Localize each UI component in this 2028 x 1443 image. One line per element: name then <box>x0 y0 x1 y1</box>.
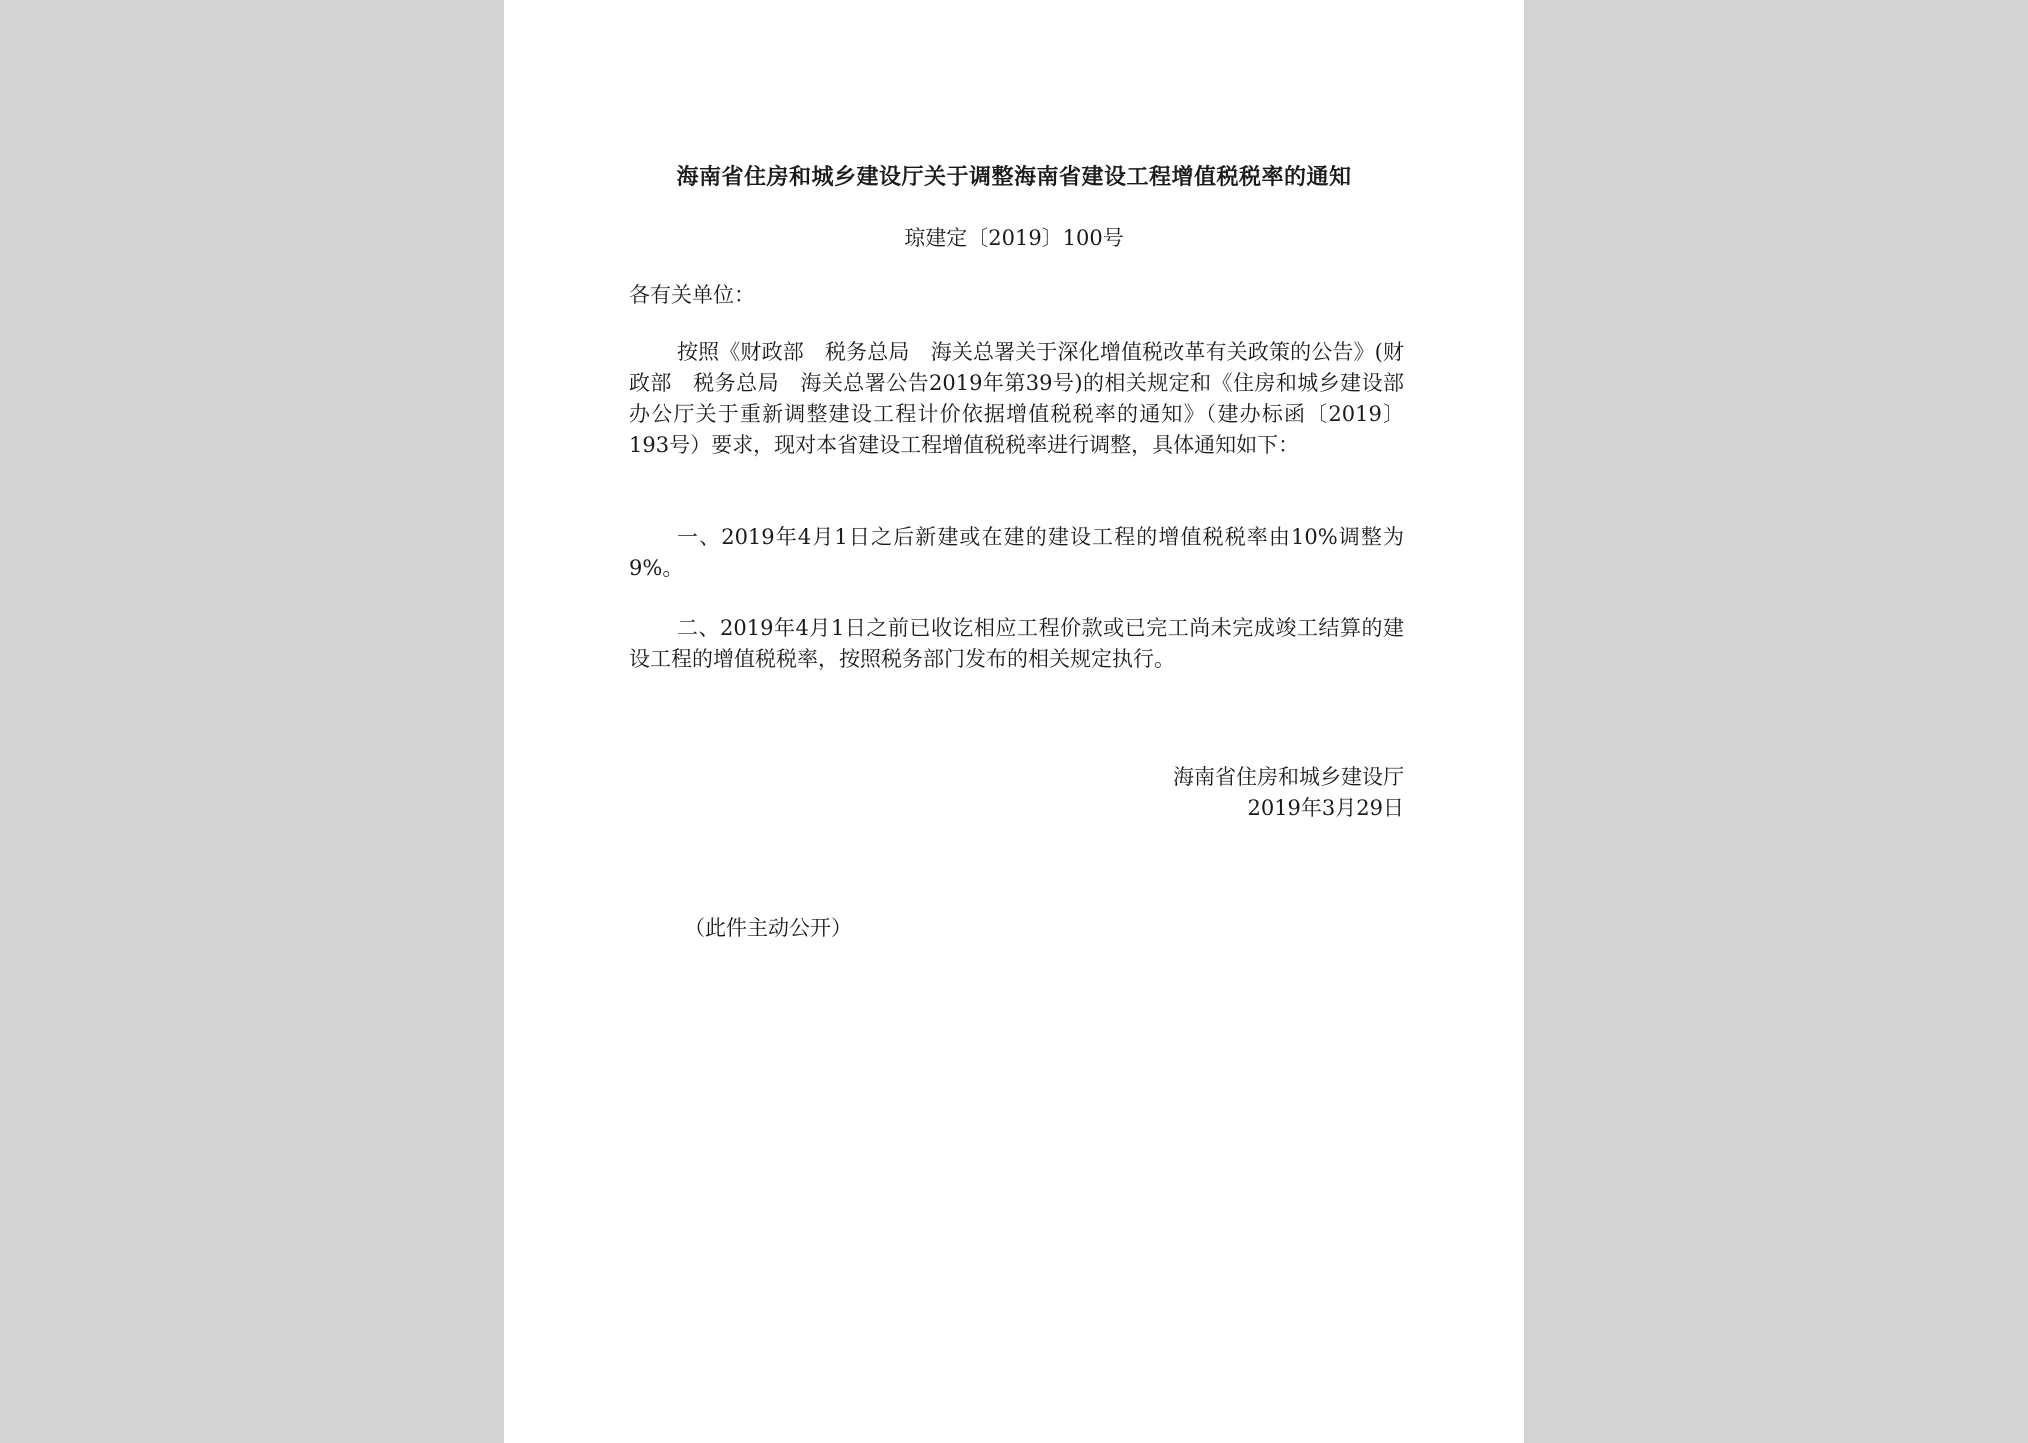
document-title: 海南省住房和城乡建设厅关于调整海南省建设工程增值税税率的通知 <box>676 164 1352 190</box>
issue-date: 2019年3月29日 <box>1247 796 1404 820</box>
paragraph-intro: 按照《财政部 税务总局 海关总署关于深化增值税改革有关政策的公告》(财政部 税务总局 海关总署公告2019年第39号)的相关规定和《住房和城乡建设部办公厅关于重新调整建设工程计价依据增值税税率的通知》（建办标函〔2019〕193号）要求，现对本省建设工程增值税税率进行调整，具体通知如下： <box>629 340 1404 457</box>
salutation: 各有关单位： <box>629 283 755 307</box>
paragraph-item-2: 二、2019年4月1日之前已收讫相应工程价款或已完工尚未完成竣工结算的建设工程的增值税税率，按照税务部门发布的相关规定执行。 <box>629 616 1404 671</box>
paragraph-item-1: 一、2019年4月1日之后新建或在建的建设工程的增值税税率由10%调整为9%。 <box>629 525 1404 580</box>
signature-block <box>629 762 1404 824</box>
document-number: 琼建定〔2019〕100号 <box>904 226 1124 250</box>
document-page <box>504 0 1524 1443</box>
public-disclosure-note: （此件主动公开） <box>684 916 852 940</box>
issuer-name: 海南省住房和城乡建设厅 <box>1173 765 1404 789</box>
